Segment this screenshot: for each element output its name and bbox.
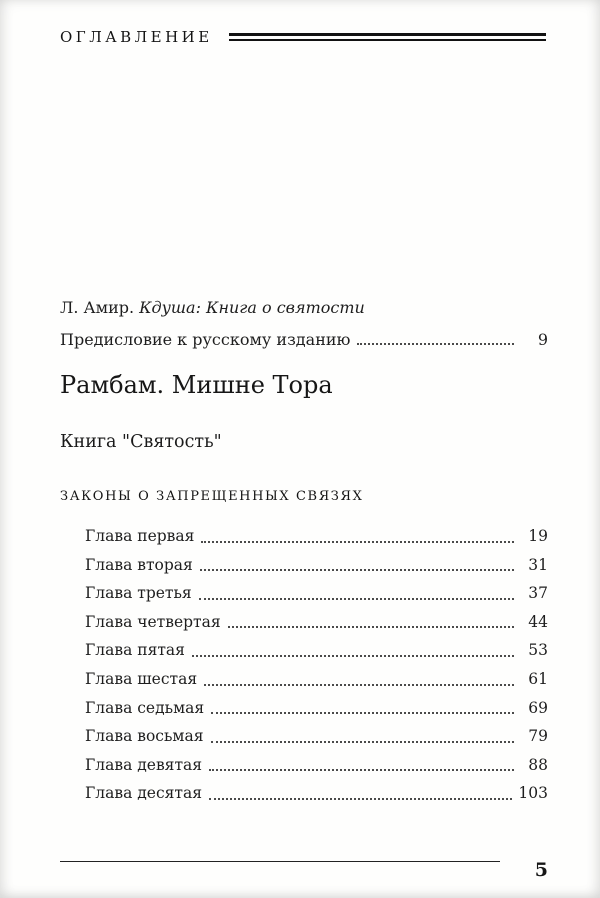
toc-chapter-row: [85, 522, 548, 551]
chapter-label: Глава восьмая: [85, 727, 204, 746]
page-footer: [60, 854, 548, 886]
toc-chapter-row: [85, 608, 548, 637]
dotted-leader: [357, 343, 514, 345]
page-title: ОГЛАВЛЕНИЕ: [60, 28, 213, 46]
dotted-leader: [192, 655, 514, 657]
footer-page-number: 5: [534, 859, 548, 881]
chapter-label: Глава первая: [85, 527, 195, 545]
book-title: Книга "Святость": [60, 432, 222, 452]
dotted-leader: [201, 541, 514, 543]
chapter-page-number: 69: [528, 698, 548, 717]
toc-chapter-row: [85, 694, 548, 723]
preface-entry-label: Предисловие к русскому изданию: [60, 330, 351, 349]
toc-entry-preface: [60, 330, 548, 349]
preface-author: Л. Амир.: [60, 298, 135, 317]
chapter-page-number: 79: [528, 727, 548, 746]
section-title: Рамбам. Мишне Тора: [60, 371, 333, 399]
chapter-label: Глава седьмая: [85, 698, 205, 717]
chapter-page-number: 53: [528, 641, 548, 660]
toc-chapter-row: [85, 665, 548, 694]
toc-chapter-row: [85, 779, 548, 808]
dotted-leader: [199, 598, 514, 600]
chapter-page-number: 37: [528, 584, 548, 603]
dotted-leader: [209, 769, 514, 771]
preface-entry-page-number: 9: [537, 330, 548, 349]
chapter-page-number: 19: [528, 527, 548, 545]
chapter-label: Глава пятая: [85, 641, 185, 660]
header-double-rule: [229, 33, 546, 41]
toc-chapter-row: [85, 722, 548, 751]
chapter-label: Глава шестая: [85, 669, 198, 688]
preface-work-title: Кдуша: Книга о святости: [139, 298, 365, 317]
dotted-leader: [211, 712, 514, 714]
toc-header: [60, 28, 546, 46]
preface-block: [60, 298, 548, 349]
laws-heading: ЗАКОНЫ О ЗАПРЕЩЕННЫХ СВЯЗЯХ: [60, 489, 364, 504]
chapter-list: [85, 522, 548, 808]
chapter-label: Глава девятая: [85, 755, 203, 774]
chapter-label: Глава четвертая: [85, 612, 221, 631]
chapter-page-number: 31: [528, 555, 548, 574]
toc-chapter-row: [85, 751, 548, 780]
dotted-leader: [209, 798, 512, 800]
dotted-leader: [204, 684, 514, 686]
dotted-leader: [211, 741, 515, 743]
chapter-page-number: 44: [528, 612, 548, 631]
dotted-leader: [228, 626, 514, 628]
toc-chapter-row: [85, 551, 548, 580]
chapter-label: Глава вторая: [85, 555, 193, 574]
preface-work-line: [60, 298, 548, 317]
toc-chapter-row: [85, 636, 548, 665]
chapter-label: Глава десятая: [85, 784, 203, 803]
chapter-page-number: 88: [528, 755, 548, 774]
chapter-page-number: 61: [528, 669, 548, 688]
chapter-label: Глава третья: [85, 584, 192, 603]
chapter-page-number: 103: [518, 784, 548, 803]
dotted-leader: [200, 569, 514, 571]
toc-chapter-row: [85, 579, 548, 608]
footer-rule: [60, 861, 500, 862]
